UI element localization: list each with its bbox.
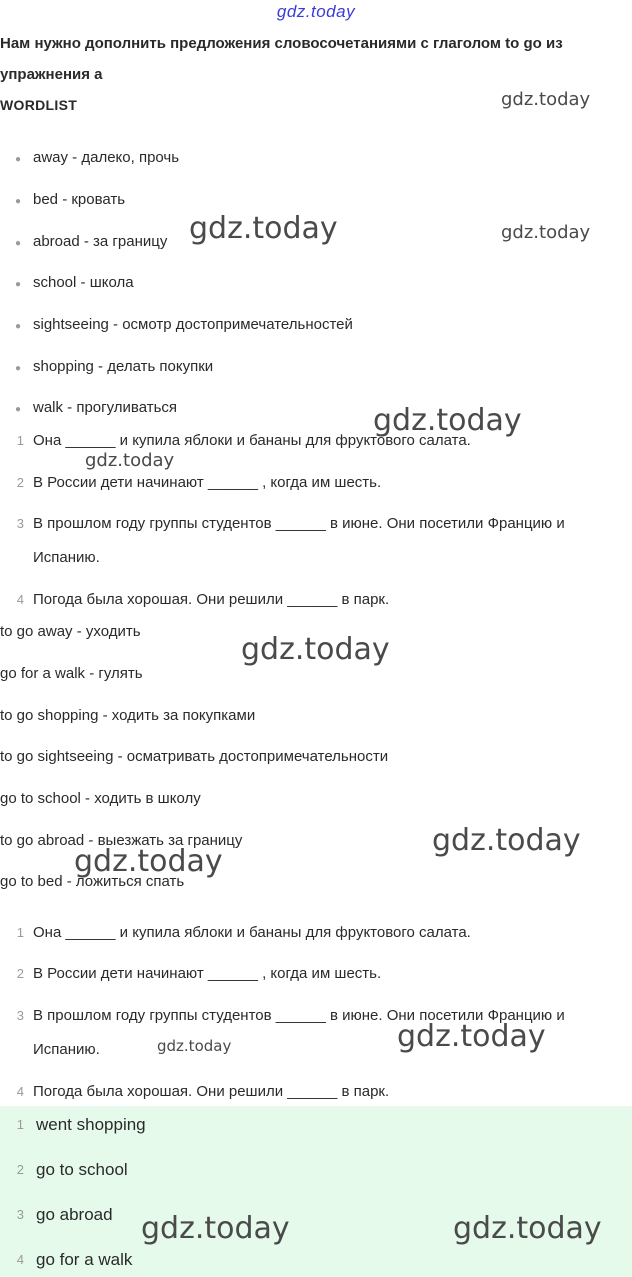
sentence-continuation: Испанию.: [33, 1041, 100, 1058]
intro-line-2: упражнения а: [0, 66, 103, 83]
site-logo[interactable]: gdz.today: [276, 2, 356, 21]
watermark: gdz.today: [157, 1037, 232, 1055]
list-number: 4: [16, 592, 24, 607]
watermark: gdz.today: [397, 1019, 546, 1054]
watermark: gdz.today: [241, 632, 390, 667]
answer: go for a walk: [36, 1250, 133, 1269]
wordlist-item: bed - кровать: [33, 191, 126, 208]
list-number: 1: [16, 433, 24, 448]
list-number: 4: [16, 1252, 24, 1267]
sentence: Она ______ и купила яблоки и бананы для фруктового салата.: [33, 924, 471, 941]
watermark: gdz.today: [373, 403, 522, 438]
sentence-continuation: Испанию.: [33, 549, 100, 566]
bullet-icon: ●: [15, 238, 22, 249]
sentence: Она ______ и купила яблоки и бананы для фруктового салата.: [33, 432, 471, 449]
bullet-icon: ●: [15, 279, 22, 290]
watermark: gdz.today: [74, 844, 223, 879]
watermark: gdz.today: [141, 1211, 290, 1246]
list-number: 3: [16, 1008, 24, 1023]
sentence: Погода была хорошая. Они решили ______ в парк.: [33, 1083, 390, 1100]
bullet-icon: ●: [15, 404, 22, 415]
sentence: Погода была хорошая. Они решили ______ в парк.: [33, 591, 390, 608]
list-number: 2: [16, 475, 24, 490]
bullet-icon: ●: [15, 321, 22, 332]
sentence: В прошлом году группы студентов ______ в июне. Они посетили Францию и: [33, 515, 565, 532]
phrase: to go sightseeing - осматривать достопримечательности: [0, 748, 389, 765]
wordlist-item: away - далеко, прочь: [33, 149, 180, 166]
watermark: gdz.today: [501, 222, 591, 243]
answer: go to school: [36, 1160, 128, 1179]
watermark: gdz.today: [432, 823, 581, 858]
list-number: 2: [16, 966, 24, 981]
sentence: В России дети начинают ______ , когда им шесть.: [33, 474, 382, 491]
wordlist-item: school - школа: [33, 274, 134, 291]
bullet-icon: ●: [15, 196, 22, 207]
watermark: gdz.today: [85, 450, 175, 471]
phrase: go to bed - ложиться спать: [0, 873, 185, 890]
wordlist-item: sightseeing - осмотр достопримечательностей: [33, 316, 353, 333]
watermark: gdz.today: [501, 89, 591, 110]
wordlist-title: WORDLIST: [0, 97, 78, 113]
list-number: 3: [16, 1207, 24, 1222]
bullet-icon: ●: [15, 154, 22, 165]
phrase: to go shopping - ходить за покупками: [0, 707, 256, 724]
phrase: to go abroad - выезжать за границу: [0, 832, 243, 849]
wordlist-item: walk - прогуливаться: [33, 399, 178, 416]
sentence: В прошлом году группы студентов ______ в июне. Они посетили Францию и: [33, 1007, 565, 1024]
watermark: gdz.today: [453, 1211, 602, 1246]
phrase: to go away - уходить: [0, 623, 141, 640]
list-number: 2: [16, 1162, 24, 1177]
list-number: 1: [16, 1117, 24, 1132]
list-number: 3: [16, 516, 24, 531]
bullet-icon: ●: [15, 363, 22, 374]
phrase: go for a walk - гулять: [0, 665, 143, 682]
list-number: 1: [16, 925, 24, 940]
wordlist-item: abroad - за границу: [33, 233, 168, 250]
list-number: 4: [16, 1084, 24, 1099]
answer: went shopping: [36, 1115, 146, 1134]
watermark: gdz.today: [189, 211, 338, 246]
answer: go abroad: [36, 1205, 113, 1224]
sentence: В России дети начинают ______ , когда им шесть.: [33, 965, 382, 982]
answer-box: [0, 1106, 632, 1277]
intro-line-1: Нам нужно дополнить предложения словосочетаниями с глаголом to go из: [0, 35, 563, 52]
phrase: go to school - ходить в школу: [0, 790, 201, 807]
wordlist-item: shopping - делать покупки: [33, 358, 214, 375]
